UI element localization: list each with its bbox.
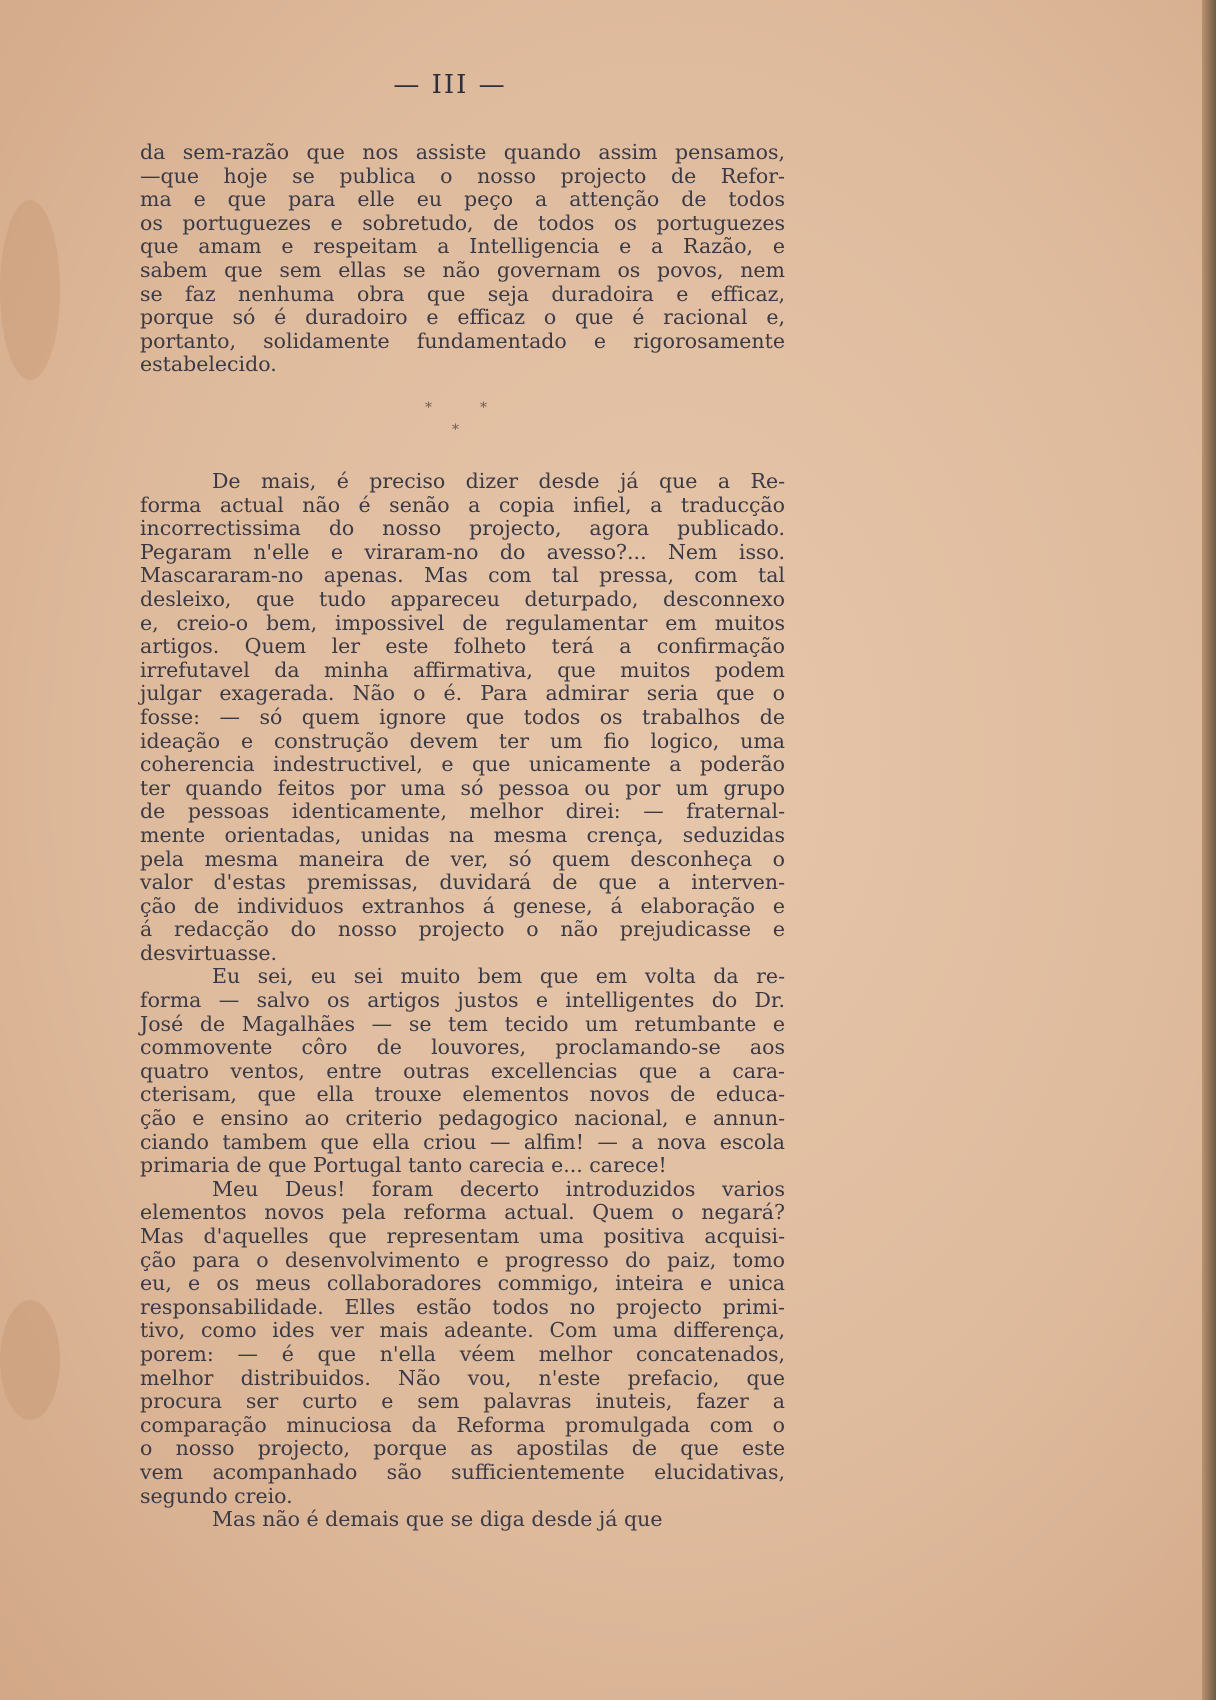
text-line: commovente côro de louvores, proclamando-se aos (140, 1035, 785, 1060)
text-line: elementos novos pela reforma actual. Quem o negará? (140, 1200, 785, 1225)
text-line: que amam e respeitam a Intelligencia e a Razão, e (140, 234, 785, 259)
text-line: melhor distribuidos. Não vou, n'este prefacio, que (140, 1365, 785, 1390)
paper-stain (0, 1300, 60, 1420)
text-line: quatro ventos, entre outras excellencias que a cara- (140, 1058, 785, 1083)
text-line: artigos. Quem ler este folheto terá a confirmação (140, 634, 785, 659)
text-line: valor d'estas premissas, duvidará de que a interven- (140, 870, 785, 895)
text-line: vem acompanhado são sufficientemente elucidativas, (140, 1459, 785, 1484)
text-line: incorrectissima do nosso projecto, agora publicado. (140, 516, 785, 541)
text-line: tivo, como ides ver mais adeante. Com uma differença, (140, 1318, 785, 1343)
text-line: forma actual não é senão a copia infiel, a traducção (140, 492, 785, 517)
asterisk-mark: * (452, 422, 459, 438)
text-line: ção de individuos extranhos á genese, á elaboração e (140, 893, 785, 918)
text-line: desleixo, que tudo appareceu deturpado, desconnexo (140, 586, 785, 611)
section-separator-asterism (420, 400, 510, 440)
text-line: porem: — é que n'ella véem melhor concatenados, (140, 1341, 785, 1366)
paragraph (140, 1178, 785, 1508)
asterisk-mark: * (425, 400, 432, 416)
text-line: ma e que para elle eu peço a attenção de todos (140, 187, 785, 212)
asterisk-mark: * (480, 400, 487, 416)
text-line: cterisam, que ella trouxe elementos novos de educa- (140, 1082, 785, 1107)
text-line: coherencia indestructivel, e que unicamente a poderão (140, 752, 785, 777)
text-line: ciando tambem que ella criou — alfim! — a nova escola (140, 1129, 785, 1154)
text-line: José de Magalhães — se tem tecido um retumbante e (140, 1011, 785, 1036)
text-line: da sem-razão que nos assiste quando assim pensamos, (140, 140, 785, 164)
text-block-main (140, 470, 785, 1532)
text-line: —que hoje se publica o nosso projecto de Refor- (140, 163, 785, 188)
text-line: sabem que sem ellas se não governam os povos, nem (140, 257, 785, 282)
text-line: ção para o desenvolvimento e progresso do paiz, tomo (140, 1247, 785, 1272)
text-line: Mascararam-no apenas. Mas com tal pressa, com tal (140, 563, 785, 588)
text-line: á redacção do nosso projecto o não prejudicasse e (140, 917, 785, 942)
text-line: irrefutavel da minha affirmativa, que muitos podem (140, 657, 785, 682)
page-edge-shadow (1202, 0, 1216, 1700)
text-line: forma — salvo os artigos justos e intelligentes do Dr. (140, 988, 785, 1013)
text-line: se faz nenhuma obra que seja duradoira e efficaz, (140, 281, 785, 306)
text-line: o nosso projecto, porque as apostilas de que este (140, 1436, 785, 1461)
text-line: De mais, é preciso dizer desde já que a Re- (212, 469, 785, 493)
text-line: julgar exagerada. Não o é. Para admirar seria que o (140, 681, 785, 706)
text-line: Meu Deus! foram decerto introduzidos varios (212, 1176, 785, 1201)
text-line: ção e ensino ao criterio pedagogico nacional, e annun- (140, 1106, 785, 1131)
text-line: portanto, solidamente fundamentado e rigorosamente (140, 328, 785, 353)
text-line: Mas d'aquelles que representam uma positiva acquisi- (140, 1224, 785, 1248)
text-line: mente orientadas, unidas na mesma crença, seduzidas (140, 822, 785, 847)
paragraph (140, 965, 785, 1177)
page-number-header: — III — (393, 70, 507, 100)
text-line: pela mesma maneira de ver, só quem desconheça o (140, 846, 785, 871)
text-line: eu, e os meus collaboradores commigo, inteira e unica (140, 1271, 785, 1296)
paragraph (140, 1508, 785, 1532)
text-line: fosse: — só quem ignore que todos os trabalhos de (140, 704, 785, 729)
text-line: estabelecido. (140, 352, 277, 377)
paper-stain (0, 200, 60, 380)
text-line: segundo creio. (140, 1483, 293, 1508)
text-line: ter quando feitos por uma só pessoa ou por um grupo (140, 775, 785, 800)
text-line: de pessoas identicamente, melhor direi: — fraternal- (140, 799, 785, 824)
text-block-top (140, 141, 785, 377)
text-line: Mas não é demais que se diga desde já que (212, 1507, 663, 1532)
text-line: e, creio-o bem, impossivel de regulamentar em muitos (140, 610, 785, 635)
text-line: responsabilidade. Elles estão todos no projecto primi- (140, 1294, 785, 1319)
text-line: comparação minuciosa da Reforma promulgada com o (140, 1412, 785, 1437)
text-line: desvirtuasse. (140, 940, 278, 965)
text-line: primaria de que Portugal tanto carecia e... carece! (140, 1153, 667, 1178)
text-line: ideação e construção devem ter um fio logico, uma (140, 728, 785, 753)
text-line: procura ser curto e sem palavras inuteis, fazer a (140, 1389, 785, 1414)
text-line: os portuguezes e sobretudo, de todos os portuguezes (140, 210, 785, 235)
paragraph (140, 470, 785, 965)
text-line: Eu sei, eu sei muito bem que em volta da re- (212, 964, 785, 989)
text-line: porque só é duradoiro e efficaz o que é racional e, (140, 305, 785, 330)
text-line: Pegaram n'elle e viraram-no do avesso?... Nem isso. (140, 539, 785, 564)
